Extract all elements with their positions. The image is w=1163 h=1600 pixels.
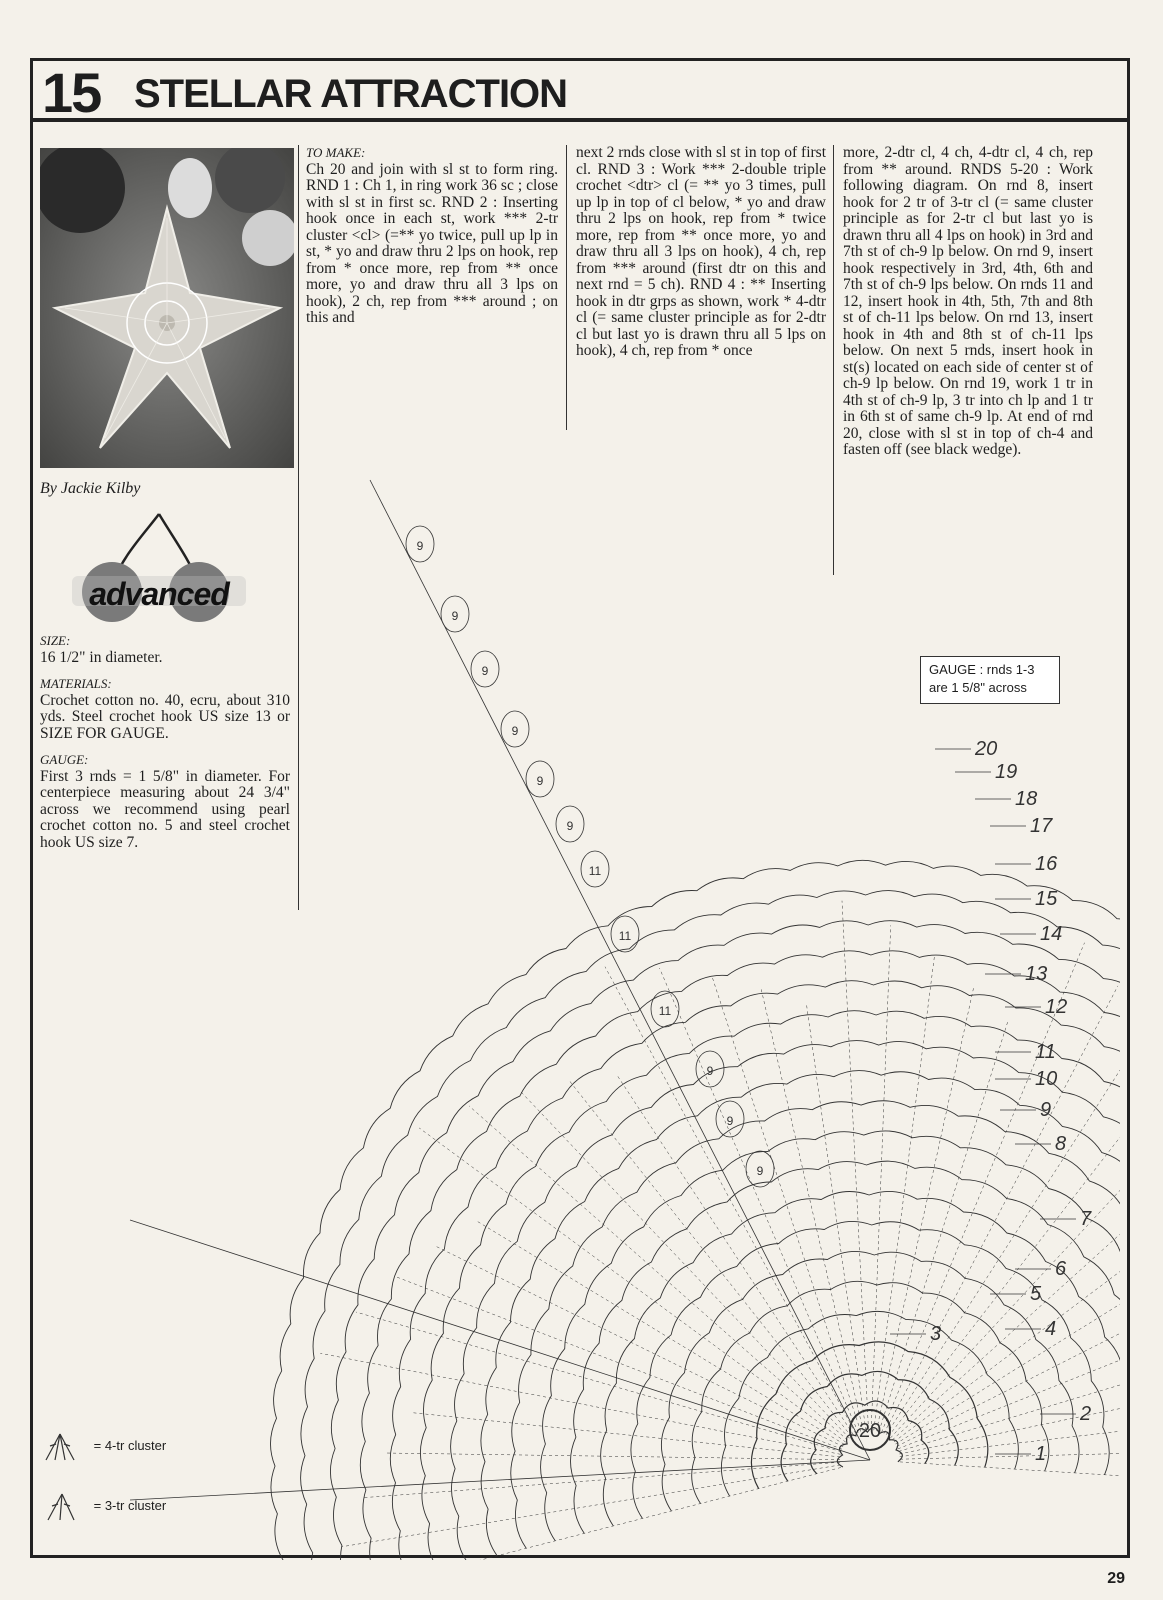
diagram-spoke (412, 1413, 840, 1457)
diagram-round-label: 5 (1030, 1283, 1042, 1305)
diagram-loop-label: 9 (566, 819, 574, 833)
diagram-spoke (469, 1106, 848, 1440)
diagram-round-label: 2 (1080, 1403, 1092, 1425)
diagram-spoke (886, 1031, 1120, 1435)
diagram-round (541, 1131, 1120, 1541)
diagram-round-label: 6 (1055, 1258, 1067, 1280)
legend-item-4tr (40, 1430, 166, 1464)
instructions-column-1 (306, 145, 558, 327)
diagram-round (420, 1011, 1120, 1560)
diagram-round-label: 8 (1055, 1133, 1067, 1155)
diagram-star-edge (130, 1460, 870, 1500)
diagram-round-label: 15 (1035, 888, 1058, 910)
size-text: 16 1/2" in diameter. (40, 648, 163, 666)
diagram-round (570, 1161, 1120, 1533)
diagram-loop-label: 9 (416, 539, 424, 553)
cluster-3tr-icon (40, 1490, 80, 1524)
diagram-round-label: 3 (930, 1323, 942, 1345)
diagram-round-label: 19 (995, 761, 1018, 783)
diagram-loop-label: 9 (511, 724, 519, 738)
pattern-number: 15 (42, 61, 101, 124)
gauge-callout-line-1: GAUGE : rnds 1-3 (929, 662, 1035, 677)
instructions-text-1: Ch 20 and join with sl st to form ring. RND 1 : Ch 1, in ring work 36 sc ; close with sl st in first sc. RND 2 : Inserting hook once in each st, work *** 2-tr cluster <cl> (=** yo twice, pull up lp in st, * yo and draw thru 2 lps on hook, rep from * once more, rep from ** once more, yo and draw thru all 3 lps on hook), 2 ch, rep from *** around ; on this and (306, 160, 558, 326)
diagram-loop-label: 9 (726, 1114, 734, 1128)
size-heading: SIZE: (40, 633, 71, 648)
column-divider (566, 145, 567, 430)
diagram-spoke (900, 1448, 1120, 1460)
diagram-round-label: 12 (1045, 996, 1068, 1018)
diagram-round-label: 13 (1025, 963, 1048, 985)
diagram-loop-label: 11 (618, 929, 632, 943)
gauge-text: First 3 rnds = 1 5/8" in diameter. For centerpiece measuring about 24 3/4" across we recommend using pearl crochet cotton no. 5 and steel crochet hook US size 7. (40, 767, 290, 851)
to-make-heading: TO MAKE: (306, 145, 366, 160)
doily-photo (40, 148, 294, 468)
diagram-round-label: 11 (1035, 1041, 1056, 1063)
page-title: STELLAR ATTRACTION (134, 72, 568, 116)
diagram-spoke (871, 925, 891, 1430)
legend-label-4tr: = 4-tr cluster (93, 1438, 167, 1454)
skill-level-label: advanced (89, 576, 229, 612)
diagram-loop-label: 9 (451, 609, 459, 623)
diagram-round (692, 1281, 1049, 1503)
diagram-spoke (361, 1462, 840, 1498)
diagram-spoke (519, 1090, 849, 1438)
diagram-round (601, 1191, 1120, 1526)
diagram-spoke (899, 1299, 1120, 1451)
diagram-spoke (807, 1004, 866, 1430)
diagram-star-edge (130, 1220, 870, 1460)
diagram-round (301, 891, 1120, 1560)
cluster-4tr-icon (40, 1430, 80, 1464)
diagram-round (390, 981, 1120, 1560)
diagram-spoke (394, 1276, 842, 1449)
diagram-spoke (617, 1076, 853, 1435)
diagram-spoke (328, 1468, 841, 1561)
diagram-spoke (892, 1085, 1120, 1440)
diagram-spoke (320, 1353, 840, 1454)
diagram-loop-label: 9 (481, 664, 489, 678)
diagram-loop-label: 9 (536, 774, 544, 788)
instructions-column-3 (843, 145, 1093, 459)
diagram-round (631, 1221, 1109, 1518)
diagram-round (751, 1342, 987, 1489)
instructions-text-3: more, 2-dtr cl, 4 ch, 4-dtr cl, 4 ch, rep from ** around. RNDS 5-20 : Work following diagram. On rnd 8, insert hook for 2 tr of 3-tr cl (= same cluster principle as for 2-tr cl but last yo is drawn thru all 4 lps on hook) in 3rd and 7th st of ch-9 lp below. On rnd 9, insert hook respectively in 3rd, 4th, 6th and 7th st of ch-9 lps below. On rnds 11 and 12, insert hook in 4th, 5th, 7th and 8th st of ch-11 lps below. On rnd 13, insert hook in 4th and 8th st of ch-11 lps below. On next 5 rnds, insert hook in st(s) located on each side of center st of ch-9 lp below. On rnd 19, work 1 tr in 4th st of ch-9 lp, 3 tr into ch lp and 1 tr in 6th st of same ch-9 lp. At end of rnd 20, close with sl st in top of ch-4 and fasten off (see black wedge). (843, 144, 1093, 458)
diagram-spoke (385, 1453, 840, 1460)
diagram-spoke (605, 967, 856, 1434)
instructions-text-2: next 2 rnds close with sl st in top of first cl. RND 3 : Work *** 2-double triple crochet <dtr> cl (= ** yo 3 times, pull up lp in top of cl below, * yo and draw thru 2 lps on hook, rep from * twice more, rep from ** once more, yo and draw thru all 3 lps on hook), 4 ch, rep from *** around (first dtr on this and next rnd = 5 ch). RND 4 : ** Inserting hook in dtr grps as shown, work * 4-dtr cl (= same cluster principle as for 2-dtr cl but last yo is drawn thru all 5 lps on hook), 4 ch, rep from * once (576, 144, 826, 359)
diagram-round-label: 14 (1040, 923, 1063, 945)
diagram-round (661, 1251, 1079, 1511)
title-bar (30, 58, 1130, 122)
diagram-spoke (477, 1221, 845, 1444)
page-number: 29 (1107, 1570, 1125, 1587)
diagram-round-label: 18 (1015, 788, 1038, 810)
crochet-diagram (120, 460, 1120, 1560)
diagram-center-label: 20 (858, 1420, 882, 1442)
diagram-round-label: 7 (1080, 1208, 1092, 1230)
materials-heading: MATERIALS: (40, 676, 112, 691)
diagram-spoke (569, 1080, 852, 1437)
diagram-round-label: 4 (1045, 1318, 1057, 1340)
gauge-callout-line-2: are 1 5/8" across (929, 680, 1027, 695)
diagram-round-label: 17 (1030, 815, 1053, 837)
diagram-round (360, 951, 1120, 1560)
diagram-spoke (842, 901, 869, 1430)
diagram-spoke (879, 1021, 1008, 1431)
diagram-round (451, 1041, 1120, 1560)
diagram-loop-label: 9 (756, 1164, 764, 1178)
gauge-heading: GAUGE: (40, 752, 89, 767)
diagram-spoke (435, 1246, 843, 1447)
diagram-spoke (761, 988, 863, 1431)
materials-text: Crochet cotton no. 40, ecru, about 310 yds. Steel crochet hook US size 13 or SIZE FOR GAUGE. (40, 691, 290, 742)
diagram-round-label: 20 (975, 738, 998, 760)
diagram-round-label: 10 (1035, 1068, 1058, 1090)
diagram-round-label: 16 (1035, 853, 1058, 875)
diagram-round (330, 921, 1120, 1560)
diagram-loop-label: 11 (588, 864, 602, 878)
legend-item-3tr (40, 1490, 166, 1524)
instructions-column-2 (576, 145, 826, 360)
author-credit: By Jackie Kilby (40, 480, 141, 497)
diagram-spoke (356, 1312, 841, 1452)
diagram-round-label: 1 (1035, 1443, 1047, 1465)
diagram-spoke (342, 1465, 840, 1547)
diagram-loop-label: 11 (658, 1004, 672, 1018)
legend-label-3tr: = 3-tr cluster (93, 1498, 167, 1514)
diagram-spoke (900, 1462, 1120, 1489)
diagram-loop-label: 9 (706, 1064, 714, 1078)
diagram-round-label: 9 (1040, 1099, 1052, 1121)
